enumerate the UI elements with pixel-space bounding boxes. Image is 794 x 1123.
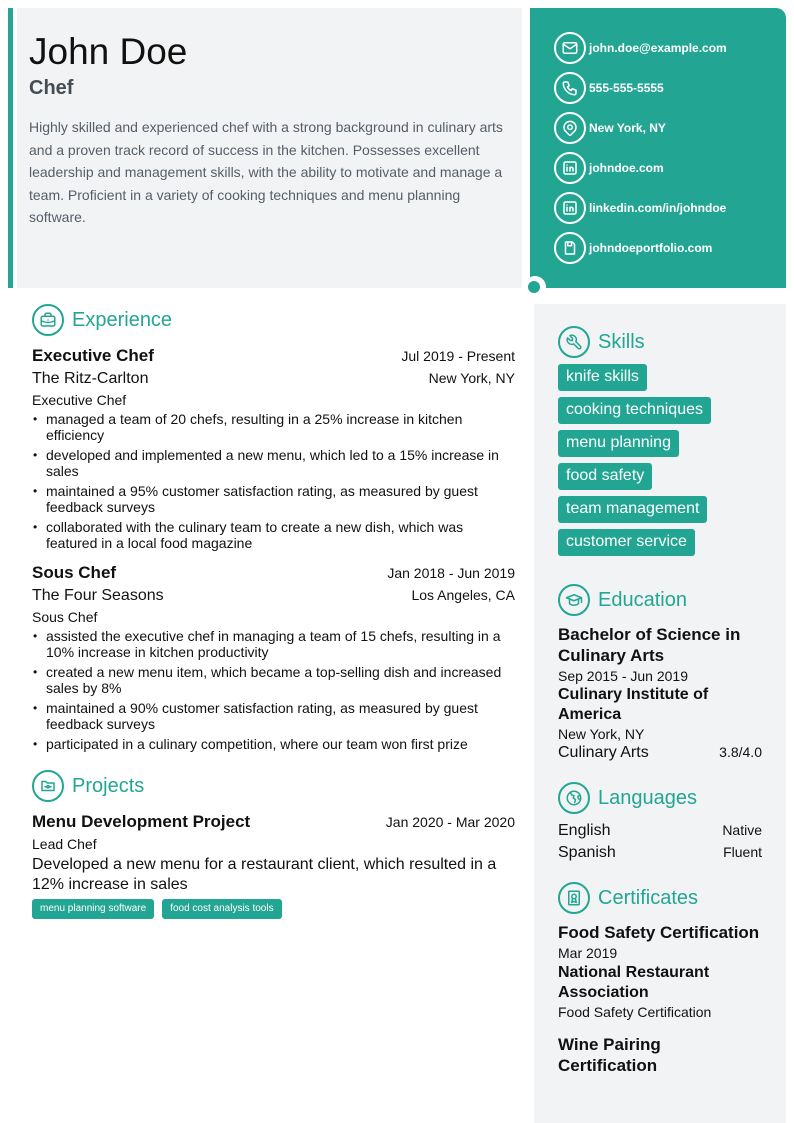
project-role: Lead Chef xyxy=(32,836,97,852)
contact-website[interactable] xyxy=(554,152,786,184)
wrench-icon xyxy=(558,326,590,358)
contact-location-text: New York, NY xyxy=(589,121,666,135)
skill-tag: knife skills xyxy=(558,364,647,391)
bullet-item: • maintained a 95% customer satisfaction rating, as measured by guest feedback surveys xyxy=(32,483,515,515)
experience-title: Experience xyxy=(72,308,173,331)
header-notch-dot xyxy=(528,281,540,293)
languages-title: Languages xyxy=(598,786,697,809)
graduation-cap-icon xyxy=(558,584,590,616)
sidebar xyxy=(534,304,786,1123)
education-degree: Bachelor of Science in Culinary Arts xyxy=(558,625,741,665)
certificate-name: Food Safety Certification xyxy=(558,923,760,942)
linkedin-icon xyxy=(554,152,586,184)
education-gpa: 3.8/4.0 xyxy=(719,744,762,760)
certificates-section-header xyxy=(558,882,762,914)
job-title: Executive Chef xyxy=(32,346,154,365)
bullet-item: • managed a team of 20 chefs, resulting in a 25% increase in kitchen efficiency xyxy=(32,411,515,443)
education-field: Culinary Arts xyxy=(558,744,649,761)
contact-location xyxy=(554,112,786,144)
job-date: Jul 2019 - Present xyxy=(401,348,515,364)
language-level: Native xyxy=(722,822,762,838)
certificate-date: Mar 2019 xyxy=(558,945,618,961)
contact-email-text: john.doe@example.com xyxy=(589,41,727,55)
phone-icon xyxy=(554,72,586,104)
language-level: Fluent xyxy=(723,844,762,860)
contact-website-text: johndoe.com xyxy=(589,161,664,175)
language-name: English xyxy=(558,822,611,839)
email-icon xyxy=(554,32,586,64)
portfolio-icon xyxy=(554,232,586,264)
contact-panel xyxy=(530,8,786,288)
education-title: Education xyxy=(598,588,687,611)
job-entry xyxy=(32,563,515,752)
project-description: Developed a new menu for a restaurant client, which resulted in a 12% increase in sales xyxy=(32,856,497,893)
header-accent-bar xyxy=(8,8,13,288)
certificate-issuer: National Restaurant Association xyxy=(558,964,710,1001)
contact-phone-text: 555-555-5555 xyxy=(589,81,664,95)
contact-linkedin-text: linkedin.com/in/johndoe xyxy=(589,201,727,215)
certificate-note: Food Safety Certification xyxy=(558,1004,712,1020)
education-location: New York, NY xyxy=(558,726,645,742)
candidate-role: Chef xyxy=(29,77,74,99)
contact-portfolio[interactable] xyxy=(554,232,786,264)
skill-tag: food safety xyxy=(558,463,652,490)
project-tag: menu planning software xyxy=(32,899,154,919)
linkedin-icon xyxy=(554,192,586,224)
skill-tag: customer service xyxy=(558,529,695,556)
bullet-item: • assisted the executive chef in managing a team of 15 chefs, resulting in a 10% increase in kitchen productivity xyxy=(32,628,515,660)
project-tag: food cost analysis tools xyxy=(162,899,281,919)
job-company: The Four Seasons xyxy=(32,587,164,604)
bullet-item: • maintained a 90% customer satisfaction rating, as measured by guest feedback surveys xyxy=(32,700,515,732)
skill-tag: team management xyxy=(558,496,707,523)
location-icon xyxy=(554,112,586,144)
bullet-item: • developed and implemented a new menu, which led to a 15% increase in sales xyxy=(32,447,515,479)
languages-section-header xyxy=(558,782,762,814)
certificates-title: Certificates xyxy=(598,886,699,909)
main-column xyxy=(32,304,515,919)
skills-section-header xyxy=(558,326,762,358)
job-company: The Ritz-Carlton xyxy=(32,370,149,387)
summary-text: Highly skilled and experienced chef with a strong background in culinary arts and a proven track record of success in the kitchen. Possesses excellent leadership and management skills, with the ability to motivate and manage a team. Proficient in a variety of cooking techniques and menu planning software. xyxy=(29,119,503,226)
job-location: Los Angeles, CA xyxy=(411,587,515,603)
skill-tag: cooking techniques xyxy=(558,397,711,424)
header-panel xyxy=(17,8,522,288)
job-subrole: Sous Chef xyxy=(32,609,98,625)
contact-linkedin[interactable] xyxy=(554,192,786,224)
job-date: Jan 2018 - Jun 2019 xyxy=(387,565,515,581)
contact-phone[interactable] xyxy=(554,72,786,104)
project-date: Jan 2020 - Mar 2020 xyxy=(385,814,515,830)
education-section-header xyxy=(558,584,762,616)
certificate-icon xyxy=(558,882,590,914)
project-title: Menu Development Project xyxy=(32,812,251,831)
job-bullets xyxy=(32,411,515,551)
project-entry xyxy=(32,812,515,919)
briefcase-icon xyxy=(32,304,64,336)
job-bullets xyxy=(32,628,515,752)
bullet-item: • participated in a culinary competition, where our team won first prize xyxy=(32,736,515,752)
skill-list xyxy=(558,364,762,562)
bullet-item: • collaborated with the culinary team to create a new dish, which was featured in a local food magazine xyxy=(32,519,515,551)
projects-section-header xyxy=(32,770,515,802)
education-institution: Culinary Institute of America xyxy=(558,686,709,723)
bullet-item: • created a new menu item, which became a top-selling dish and increased sales by 8% xyxy=(32,664,515,696)
contact-email[interactable] xyxy=(554,32,786,64)
skills-title: Skills xyxy=(598,330,645,353)
job-title: Sous Chef xyxy=(32,563,117,582)
job-entry xyxy=(32,346,515,551)
folder-icon xyxy=(32,770,64,802)
language-row xyxy=(558,822,762,840)
experience-section-header xyxy=(32,304,515,336)
certificate-name: Wine Pairing Certification xyxy=(558,1035,661,1075)
education-field-row xyxy=(558,744,762,762)
project-tags xyxy=(32,899,515,919)
contact-portfolio-text: johndoeportfolio.com xyxy=(589,241,713,255)
globe-icon xyxy=(558,782,590,814)
language-row xyxy=(558,844,762,862)
candidate-name: John Doe xyxy=(29,31,188,72)
job-location: New York, NY xyxy=(428,370,515,386)
education-date: Sep 2015 - Jun 2019 xyxy=(558,668,688,684)
skill-tag: menu planning xyxy=(558,430,679,457)
projects-title: Projects xyxy=(72,774,145,797)
language-name: Spanish xyxy=(558,844,616,861)
job-subrole: Executive Chef xyxy=(32,392,127,408)
